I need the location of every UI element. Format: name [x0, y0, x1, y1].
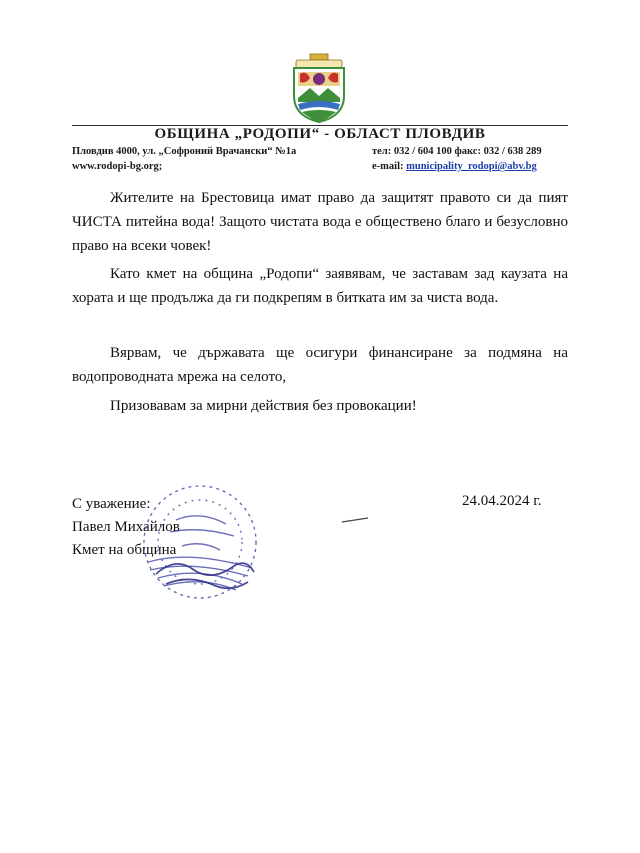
paragraph-3: Вярвам, че държавата ще осигури финансиране за подмяна на водопроводната мрежа на селото, — [72, 345, 568, 385]
municipality-title: ОБЩИНА „РОДОПИ“ - ОБЛАСТ ПЛОВДИВ — [154, 126, 486, 142]
website-link[interactable]: www.rodopi-bg.org; — [72, 161, 163, 172]
paragraph-2: Като кмет на община „Родопи“ заявявам, че заставам зад каузата на хората и ще продължа да ги подкрепям в битката им за чиста вода. — [72, 266, 568, 306]
email-line — [372, 161, 537, 172]
closing-greeting: С уважение: — [72, 496, 151, 512]
postal-address: Пловдив 4000, ул. „Софроний Врачански“ №1а — [72, 146, 297, 157]
official-stamp-icon — [130, 470, 270, 610]
signatory-position: Кмет на община — [72, 542, 177, 558]
signatory-name: Павел Михайлов — [72, 519, 180, 535]
email-link[interactable]: municipality_rodopi@abv.bg — [406, 161, 537, 172]
pen-mark-icon — [340, 515, 370, 525]
phone-fax: тел: 032 / 604 100 факс: 032 / 638 289 — [372, 146, 542, 157]
email-label: e-mail: — [372, 161, 407, 172]
letter-date: 24.04.2024 г. — [462, 493, 542, 509]
municipality-crest-icon — [286, 52, 352, 124]
paragraph-1: Жителите на Брестовица имат право да защитят правото си да пият ЧИСТА питейна вода! Защото чистата вода е обществено благо и безусловно право на всеки човек! — [72, 190, 568, 254]
paragraph-4: Призовавам за мирни действия без провокации! — [110, 398, 417, 414]
